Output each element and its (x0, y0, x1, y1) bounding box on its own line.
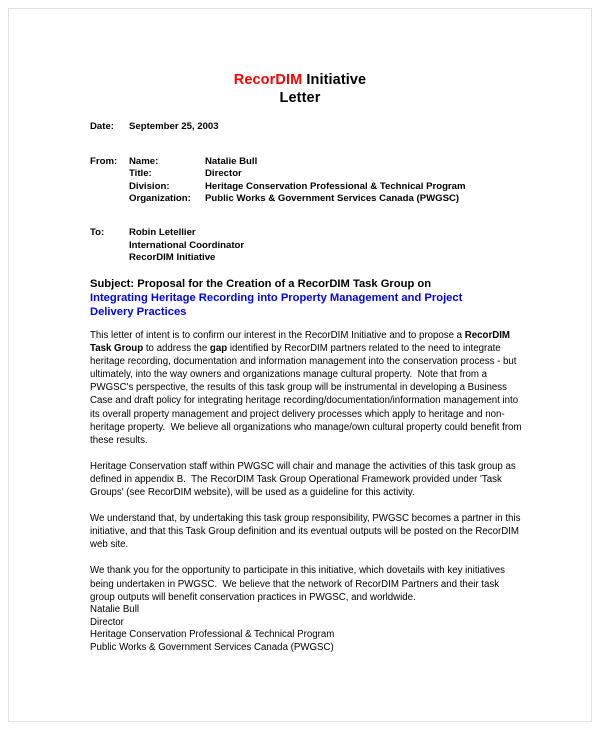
from-row-name (90, 156, 560, 169)
from-row-organization (90, 193, 560, 206)
letter-header (90, 121, 560, 265)
from-field-label-division: Division: (129, 180, 170, 192)
from-field-label-title: Title: (129, 168, 152, 180)
to-line-2: International Coordinator (129, 239, 245, 251)
body-paragraph-3: We understand that, by undertaking this task group responsibility, PWGSC becomes a partner in this initiative, and that this Task Group definition and its eventual outputs will be posted on the RecorDIM web site. (90, 513, 524, 551)
subject-block (90, 277, 520, 320)
title-brand: RecorDIM (233, 72, 303, 88)
subject-line-1: Subject: Proposal for the Creation of a RecorDIM Task Group on (90, 278, 432, 290)
body-paragraph-1 (90, 329, 525, 447)
document-page (8, 8, 592, 722)
p1-bold-gap: gap (209, 343, 228, 355)
p1-segment-1: This letter of intent is to confirm our interest in the RecorDIM Initiative and to propose a (90, 330, 465, 341)
to-line-1: Robin Letellier (129, 226, 196, 238)
from-field-label-name: Name: (129, 155, 159, 167)
date-label: Date: (90, 121, 114, 132)
from-label: From: (90, 155, 118, 167)
body-paragraph-2: Heritage Conservation staff within PWGSC will chair and manage the activities of this task group as defined in appendix B. The RecorDIM Task Group Operational Framework provided under 'Task Groups' (see RecorDIM website), will be used as a guideline for this activity. (90, 460, 519, 499)
spacer (90, 134, 560, 156)
signature-name: Natalie Bull (90, 604, 140, 615)
from-field-value-name: Natalie Bull (205, 155, 258, 167)
to-recipient (129, 227, 244, 265)
date-value: September 25, 2003 (129, 121, 219, 132)
signature-organization: Public Works & Government Services Canada (PWGSC) (90, 641, 334, 653)
to-label: To: (90, 226, 105, 238)
body-paragraph-4: We thank you for the opportunity to participate in this initiative, which dovetails with key initiatives being undertaken in PWGSC. We believe that the network of RecorDIM Partners and their task group outputs will benefit conservation practices in PWGSC, and worldwide. (90, 565, 508, 603)
title-subject: Initiative (302, 72, 367, 88)
subject-line-2: Integrating Heritage Recording into Property Management and Project (90, 292, 463, 305)
from-field-value-organization: Public Works & Government Services Canada (PWGSC) (205, 193, 460, 205)
from-field-value-division: Heritage Conservation Professional & Technical Program (205, 180, 466, 192)
signature-title: Director (90, 616, 124, 628)
p1-segment-3: identified by RecorDIM partners related to the need to integrate heritage recording, documentation and information management into the conservation process - but ultimately, into the way owners and organizations manage cultural property. Note that from a PWGSC's perspective, the results of this task group will be instrumental in developing a Business Case and draft policy for integrating heritage recording/documentation/information management into its overall property management and project delivery processes which apply to heritage and non-heritage property. We believe all organizations who manage/own cultural property could benefit from these results. (90, 343, 525, 446)
p1-segment-2: to address the (143, 343, 210, 355)
from-field-value-title: Director (205, 168, 242, 180)
signature-division: Heritage Conservation Professional & Technical Program (90, 629, 335, 641)
from-row-title (90, 168, 560, 181)
signature-block (90, 604, 334, 654)
to-row (90, 227, 560, 265)
from-field-label-organization: Organization: (129, 193, 191, 205)
letter-body (90, 329, 525, 604)
to-line-3: RecorDIM Initiative (129, 252, 216, 264)
subject-line-3: Delivery Practices (90, 306, 187, 319)
from-row-division (90, 181, 560, 194)
document-body (9, 9, 591, 721)
title-line-2: Letter (279, 90, 321, 106)
p1-bold-task-group: RecorDIM Task Group (90, 330, 513, 355)
document-title (9, 71, 591, 107)
date-row (90, 121, 560, 134)
title-line-1 (9, 71, 591, 89)
